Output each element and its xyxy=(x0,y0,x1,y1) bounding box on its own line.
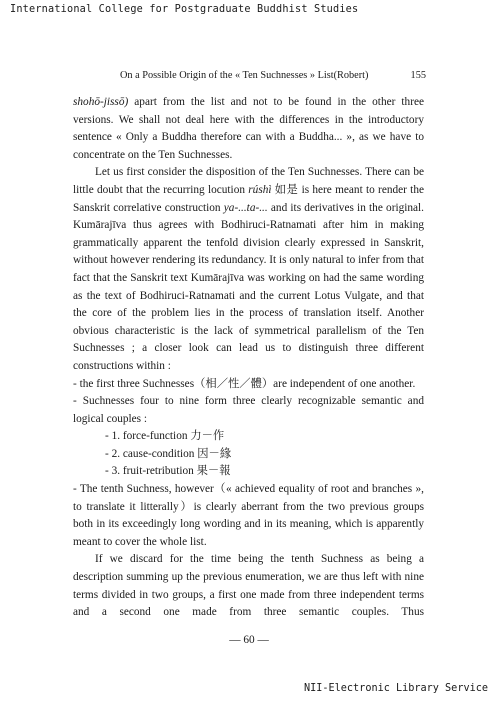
italic-term: rúshì xyxy=(248,183,272,196)
article-title: On a Possible Origin of the « Ten Suchnesses » List(Robert) xyxy=(120,70,369,81)
page-footer-number: — 60 — xyxy=(229,634,269,646)
body-text xyxy=(73,94,424,622)
sub-item-3: - 3. fruit-retribution 果－報 xyxy=(105,465,231,478)
italic-term: shohō-jissō) xyxy=(73,96,129,108)
list-item-2: - Suchnesses four to nine form three clearly recognizable semantic and logical couples : xyxy=(73,395,424,425)
list-item-3: - The tenth Suchness, however（« achieved equality of root and branches », to translate it litterally）is clearly aberrant from the two previous groups both in its exceedingly long wording and in its meaning, which is apparently meant to cover the whole list. xyxy=(73,483,424,548)
list-item-1: - the first three Suchnesses（相／性／體）are independent of one another. xyxy=(73,377,416,390)
italic-term: ya-...ta-... xyxy=(223,201,268,214)
sub-item-2: - 2. cause-condition 因－緣 xyxy=(105,447,232,460)
paragraph-1: shohō-jissō) apart from the list and not to be found in the other three versions. We shall not deal here with the differences in the introductory sentence « Only a Buddha therefore can with a Buddha... », as we have to concentrate on the Ten Suchnesses. xyxy=(73,96,424,161)
paragraph-2: Let us first consider the disposition of the Ten Suchnesses. There can be little doubt that the recurring locution rúshì 如是 is here meant to render the Sanskrit correlative construction ya-...ta-... and its derivatives in the original. Kumārajīva thus agrees with Bodhiruci-Ratnamati after him in making grammatically apparent the tenfold division clearly expressed in Sanskrit, without however rendering its redundancy. It is only natural to infer from that fact that the Sanskrit text Kumārajīva was working on had the same wording as the text of Bodhiruci-Ratnamati and the current Lotus Vulgate, and that the core of the problem lies in the process of translation itself. Another obvious characteristic is the lack of symmetrical parallelism of the Ten Suchnesses ; a closer look can lead us to distinguish three different constructions within : xyxy=(73,166,425,372)
journal-page-number: 155 xyxy=(410,70,426,81)
paragraph-3: If we discard for the time being the tenth Suchness as being a description summing up the previous enumeration, we are thus left with nine terms divided in two groups, a first one made from three independent terms and a second one made from three semantic couples. Thus xyxy=(73,553,424,619)
bottom-banner: NII-Electronic Library Service xyxy=(303,683,488,694)
sub-item-1: - 1. force-function 力－作 xyxy=(105,430,225,443)
top-banner: International College for Postgraduate Buddhist Studies xyxy=(10,4,359,15)
